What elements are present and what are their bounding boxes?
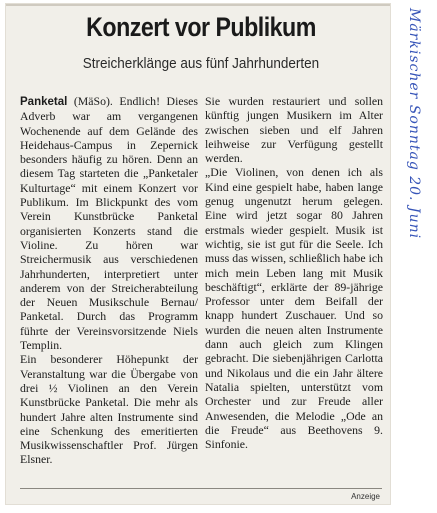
article-paragraph: Ein besonderer Höhepunkt der Veranstaltung war die Übergabe von drei ½ Violinen an den Verein Kunstbrücke Panketal. Die mehr als hundert Jahre alten Instrumente sind eine Schenkung des emeritierten Musikwissenschaftler Prof. Jürgen Elsner. xyxy=(20,352,198,467)
ad-label: Anzeige xyxy=(351,492,380,501)
clipping-top-edge xyxy=(6,4,390,6)
article-paragraph: „Die Violinen, von denen ich als Kind eine gespielt habe, haben lange genug ungenutzt herum gelegen. Eine wird jetzt sogar 80 Jahren erstmals wieder gespielt. Musik ist wichtig, sie ist gut für die Seele. Ich muss das wissen, schließlich habe ich mich mein Leben lang mit Musik beschäftigt“, erklärte der 89-jährige Professor unter dem Beifall der knapp hundert Zuschauer. Und so wurden die neuen alten Instrumente dann auch gleich zum Klingen gebracht. Die siebenjährigen Carlotta und Nikolaus und die ein Jahr ältere Natalia spielten, unterstützt vom Orchester und zur Freude aller Anwesenden, die Melodie „Ode an die Freude“ aus Beethovens 9. Sinfonie. xyxy=(205,165,383,452)
article-paragraph xyxy=(20,94,198,352)
article-column-right xyxy=(205,94,383,451)
article-column-left xyxy=(20,94,198,467)
paragraph-text: (MäSo). Endlich! Dieses Adverb war am vergangenen Wochenende auf dem Gelände des Heidehaus-Campus in Zepernick besonders häufig zu hören. Denn an diesem Tag starteten die „Panketaler Kulturtage“ mit einem Konzert vor Publikum. Im Blickpunkt des vom Verein Kunstbrücke Panketal organisierten Konzerts stand die Violine. Zu hören war Streichermusik aus verschiedenen Jahrhunderten, interpretiert unter anderem von der Streicherabteilung der Neuen Musikschule Bernau/ Panketal. Durch das Programm führte der Vereinsvorsitzende Niels Templin. xyxy=(20,94,198,353)
article-headline: Konzert vor Publikum xyxy=(86,12,316,42)
article-paragraph: Sie wurden restauriert und sollen künftig jungen Musikern im Alter zwischen sieben und elf Jahren leihweise zur Verfügung gestellt werden. xyxy=(205,94,383,166)
article-subheadline: Streicherklänge aus fünf Jahrhunderten xyxy=(82,55,320,72)
handwritten-note: Märkischer Sonntag 20. Juni xyxy=(406,8,422,240)
ad-divider-line xyxy=(20,488,382,489)
article-dateline: Panketal xyxy=(20,96,68,108)
